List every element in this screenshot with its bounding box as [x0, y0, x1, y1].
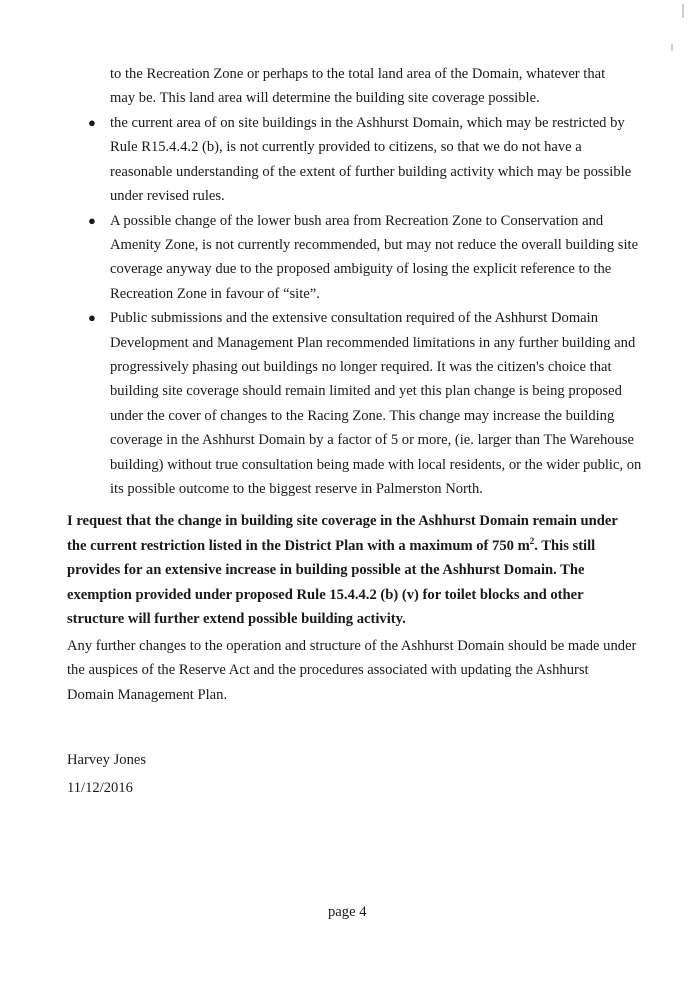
scan-mark [671, 44, 673, 51]
bullet-list [84, 111, 644, 502]
list-item-text: A possible change of the lower bush area from Recreation Zone to Conservation and Amenity Zone, is not currently recommended, but may not reduce the overall building site coverage anyway due to the proposed ambiguity of losing the explicit reference to the Recreation Zone in favour of “site”. [110, 212, 639, 302]
bullet-icon: ● [88, 115, 96, 130]
list-item [84, 111, 644, 209]
list-item-text: Public submissions and the extensive consultation required of the Ashhurst Domain Development and Management Plan recommended limitations in any further building and progressively phasing out buildings no longer required. It was the citizen's choice that building site coverage should remain limited and yet this plan change is being proposed under the cover of changes to the Racing Zone. This change may increase the building coverage in the Ashhurst Domain by a factor of 5 or more, (ie. larger than The Warehouse building) without true consultation being made with local residents, or the wider public, on its possible outcome to the biggest reserve in Palmerston North. [110, 310, 642, 498]
request-text-start: I request that the change in building site coverage in the Ashhurst Domain remain under the current restriction listed in the District Plan with a maximum of 750 m [67, 513, 618, 554]
list-item [84, 209, 644, 307]
superscript: 2 [529, 535, 535, 546]
signature-name: Harvey Jones [67, 752, 147, 768]
bullet-icon: ● [88, 310, 96, 326]
list-item [84, 306, 644, 501]
bullet-icon: ● [88, 212, 96, 228]
continued-paragraph: to the Recreation Zone or perhaps to the total land area of the Domain, whatever that may be. This land area will determine the building site coverage possible. [110, 66, 606, 107]
request-text-end: . This still provides for an extensive increase in building possible at the Ashhurst Domain. The exemption provided under proposed Rule 15.4.4.2 (b) (v) for toilet blocks and other structure will further extend possible building activity. [67, 537, 596, 628]
further-paragraph: Any further changes to the operation and structure of the Ashhurst Domain should be made under the auspices of the Reserve Act and the procedures associated with updating the Ashhurst Domain Management Plan. [67, 638, 637, 703]
page-number: page 4 [328, 904, 367, 920]
signature-date: 11/12/2016 [67, 780, 133, 796]
list-item-text: the current area of on site buildings in the Ashhurst Domain, which may be restricted by Rule R15.4.4.2 (b), is not currently provided to citizens, so that we do not have a reasonable understanding of the extent of further building activity which may be possible under revised rules. [110, 115, 632, 205]
request-paragraph [67, 509, 637, 632]
scan-mark [682, 4, 684, 18]
